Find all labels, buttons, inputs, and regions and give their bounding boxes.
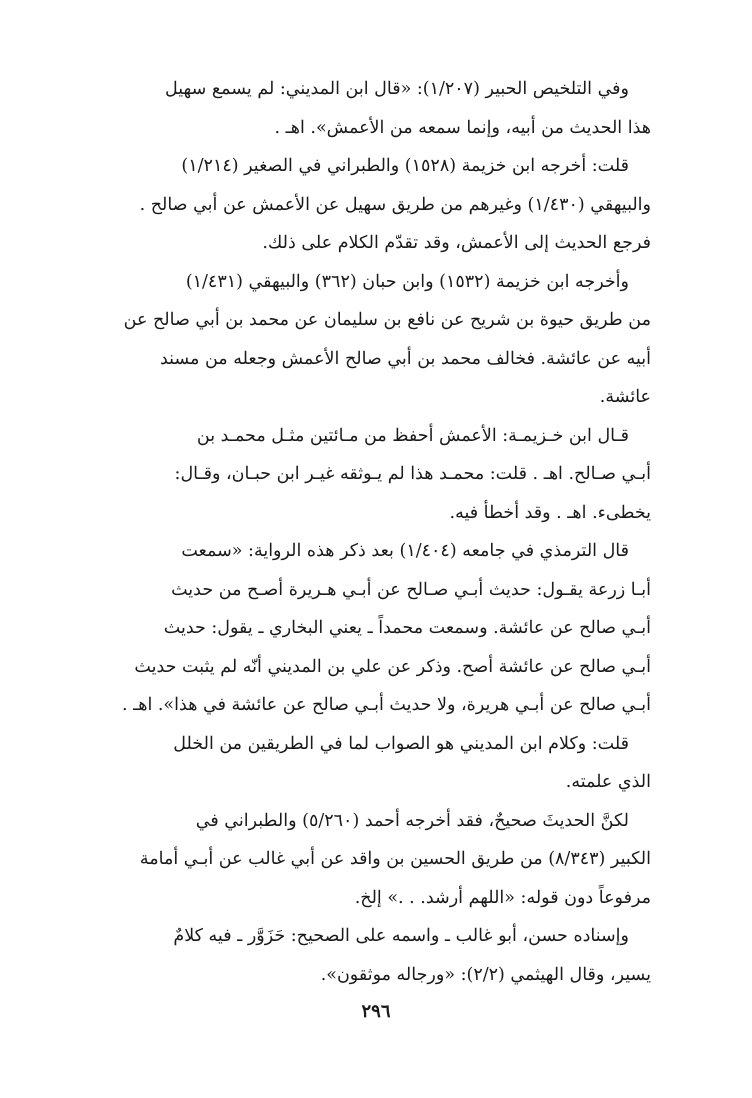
text-line: أبيه عن عائشة. فخالف محمد بن أبي صالح الأعمش وجعله من مسند — [159, 348, 651, 369]
text-line: وإسناده حسن، أبو غالب ـ واسمه على الصحيح: حَزَوَّر ـ فيه كلامٌ — [173, 926, 629, 946]
text-line: الكبير (٨/٣٤٣) من طريق الحسين بن واقد عن أبي غالب عن أبـي أمامة — [139, 849, 651, 869]
text-line: قـال ابن خـزيمـة: الأعمش أحفظ من مـائتين مثـل محمـد بن — [196, 425, 629, 446]
page-number: ٢٩٦ — [361, 1001, 391, 1022]
text-line: عائشة. — [599, 387, 651, 407]
text-line: يسير، وقال الهيثمي (٢/٢): «ورجاله موثقون». — [320, 964, 651, 985]
page-body — [88, 70, 651, 994]
paragraph-talkhis-quote — [88, 70, 651, 147]
text-line: قال الترمذي في جامعه (١/٤٠٤) بعد ذكر هذه الرواية: «سمعت — [181, 541, 629, 561]
text-line: لكنَّ الحديثَ صحيحٌ، فقد أخرجه أحمد (٥/٢٦٠) والطبراني في — [195, 810, 629, 831]
paragraph-tirmidhi-quote — [88, 532, 651, 725]
text-line: يخطىء. اهـ . وقد أخطأ فيه. — [449, 502, 651, 523]
text-line: هذا الحديث من أبيه، وإنما سمعه من الأعمش». اهـ . — [274, 117, 651, 138]
text-line: الذي علمته. — [565, 772, 651, 792]
text-line: أبـي صـالح. اهـ . قلت: محمـد هذا لم يـوثقه غيـر ابن حبـان، وقـال: — [174, 464, 651, 484]
paragraph-ibn-khuzaymah-sources — [88, 147, 651, 263]
text-line: أبـا زرعة يقـول: حديث أبـي صـالح عن أبـي هـريرة أصـح من حديث — [171, 579, 651, 600]
paragraph-ibn-madini-correct — [88, 725, 651, 802]
text-line: وأخرجه ابن خزيمة (١٥٣٢) وابن حبان (٣٦٢) والبيهقي (١/٤٣١) — [185, 271, 629, 292]
text-line: أبـي صالح عن أبـي هريرة، ولا حديث أبـي صالح عن عائشة في هذا». اهـ . — [121, 695, 651, 715]
paragraph-hadith-sahih — [88, 802, 651, 918]
paragraph-ibn-hibban-route — [88, 263, 651, 417]
text-line: فرجع الحديث إلى الأعمش، وقد تقدّم الكلام على ذلك. — [262, 233, 651, 253]
text-line: أبـي صالح عن عائشة. وسمعت محمداً ـ يعني البخاري ـ يقول: حديث — [163, 618, 651, 638]
paragraph-ibn-khuzaymah-remark — [88, 417, 651, 533]
text-line: وفي التلخيص الحبير (١/٢٠٧): «قال ابن المديني: لم يسمع سهيل — [165, 79, 629, 99]
text-line: قلت: أخرجه ابن خزيمة (١٥٢٨) والطبراني في الصغير (١/٢١٤) — [181, 156, 629, 176]
text-line: مرفوعاً دون قوله: «اللهم أرشد. . .» إلخ. — [354, 887, 651, 908]
text-line: من طريق حيوة بن شريح عن نافع بن سليمان عن محمد بن أبي صالح عن — [123, 310, 651, 330]
text-line: والبيهقي (١/٤٣٠) وغيرهم من طريق سهيل عن الأعمش عن أبي صالح . — [139, 194, 651, 215]
text-line: أبـي صالح عن عائشة أصح. وذكر عن علي بن المديني أنّه لم يثبت حديث — [134, 656, 651, 677]
paragraph-isnad-hasan — [88, 917, 651, 994]
text-line: قلت: وكلام ابن المديني هو الصواب لما في الطريقين من الخلل — [173, 733, 629, 754]
